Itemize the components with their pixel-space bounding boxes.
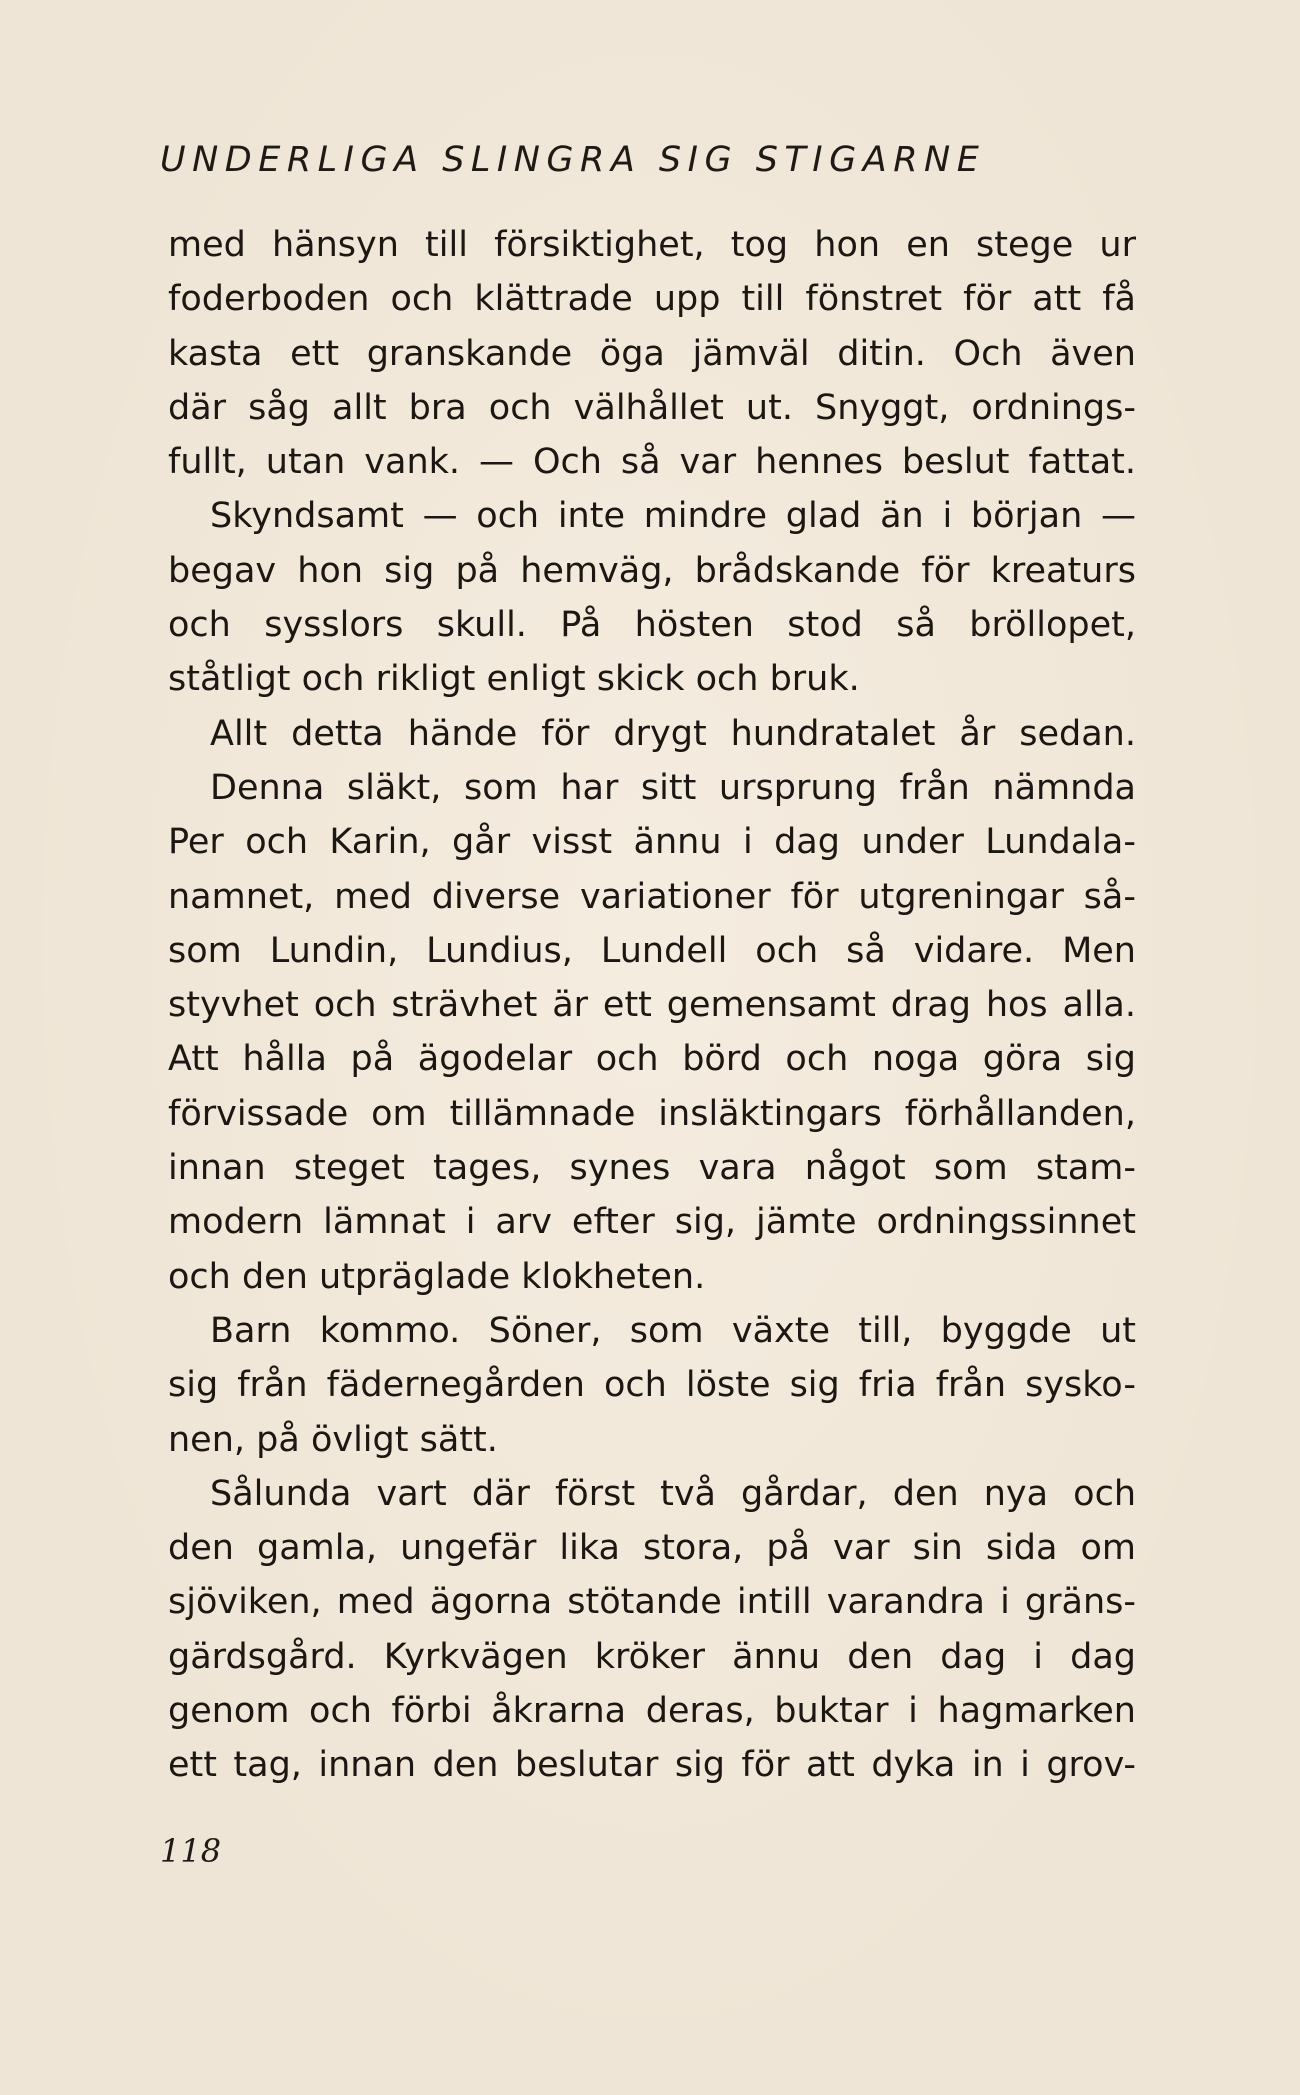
text-line: begav hon sig på hemväg, brådskande för kreaturs [168,550,1136,591]
text-line: sig från fädernegården och löste sig fria från sysko- [168,1365,1136,1406]
text-line: med hänsyn till försiktighet, tog hon en stege ur [168,225,1136,265]
text-line: ståtligt och rikligt enligt skick och bruk. [168,659,860,700]
text-line: Allt detta hände för drygt hundratalet år sedan. [210,713,1136,754]
text-line: där såg allt bra och välhållet ut. Snyggt, ordnings- [168,387,1136,428]
text-line: Per och Karin, går visst ännu i dag under Lundala- [168,822,1136,863]
text-line: Denna släkt, som har sitt ursprung från nämnda [210,767,1136,808]
text-line: fullt, utan vank. — Och så var hennes beslut fattat. [168,442,1136,483]
text-line: genom och förbi åkrarna deras, buktar i hagmarken [168,1691,1136,1732]
text-line: förvissade om tillämnade insläktingars förhållanden, [168,1093,1136,1134]
text-line: sjöviken, med ägorna stötande intill varandra i gräns- [168,1582,1136,1623]
text-line: Sålunda vart där först två gårdar, den nya och [210,1473,1136,1514]
text-line: gärdsgård. Kyrkvägen kröker ännu den dag i dag [168,1636,1136,1677]
text-line: och sysslors skull. På hösten stod så bröllopet, [168,605,1136,646]
text-line: styvhet och strävhet är ett gemensamt drag hos alla. [168,985,1136,1026]
text-line: kasta ett granskande öga jämväl ditin. Och även [168,333,1136,374]
text-line: som Lundin, Lundius, Lundell och så vidare. Men [168,930,1136,971]
text-line: nen, på övligt sätt. [168,1419,498,1460]
text-line: och den utpräglade klokheten. [168,1256,706,1297]
text-line: namnet, med diverse variationer för utgreningar så- [168,876,1136,917]
running-header: UNDERLIGA SLINGRA SIG STIGARNE [160,140,986,180]
text-line: Att hålla på ägodelar och börd och noga göra sig [168,1039,1136,1080]
body-text [168,218,1136,1793]
text-line: Skyndsamt — och inte mindre glad än i början — [210,496,1136,537]
text-line: modern lämnat i arv efter sig, jämte ordningssinnet [168,1202,1136,1243]
text-line: Barn kommo. Söner, som växte till, byggde ut [210,1310,1136,1351]
text-line: foderboden och klättrade upp till fönstret för att få [168,279,1136,320]
text-line: den gamla, ungefär lika stora, på var sin sida om [168,1528,1136,1569]
text-line: innan steget tages, synes vara något som stam- [168,1148,1136,1189]
text-line: ett tag, innan den beslutar sig för att dyka in i grov- [168,1745,1136,1786]
page-number: 118 [160,1832,222,1870]
